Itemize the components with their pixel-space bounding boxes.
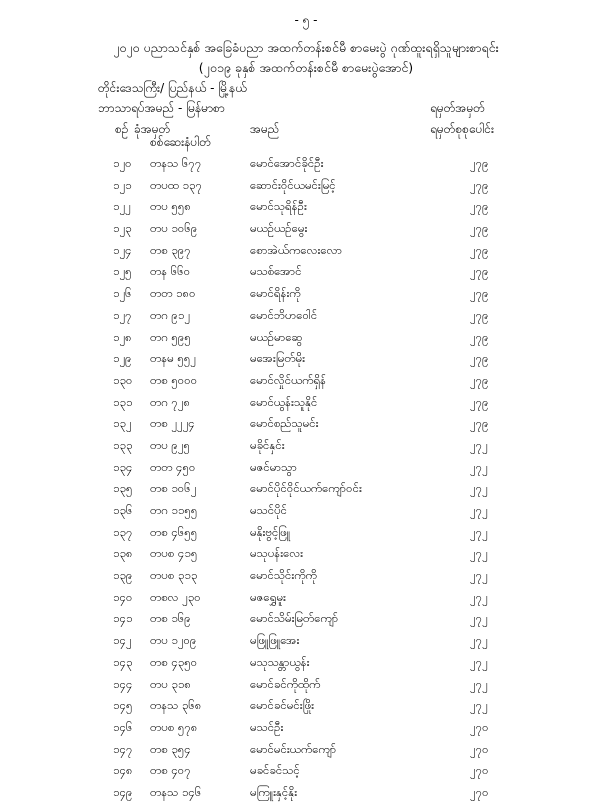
column-header-no: စဉ် <box>115 122 129 136</box>
document-subtitle: (၂၀၁၉ ခုနှစ် အထက်တန်းစင်မီ စာမေးပွဲအောင်) <box>198 60 414 75</box>
student-name: မယဉ်မာဆွေ <box>250 329 303 344</box>
total-score: ၂၇၉ <box>470 177 489 192</box>
table-row <box>0 330 612 352</box>
row-number: ၁၄၆ <box>113 719 133 734</box>
table-row <box>0 308 612 330</box>
student-name: စောအဲယ်ကလေးလော <box>250 242 343 257</box>
total-score: ၂၇၀ <box>470 763 489 778</box>
row-number: ၁၄၂ <box>113 633 132 648</box>
student-name: မသုပန်းလေး <box>250 546 304 561</box>
row-number: ၁၂၁ <box>113 177 132 192</box>
table-row <box>0 546 612 568</box>
table-row <box>0 243 612 265</box>
total-score: ၂၇၉ <box>470 286 489 301</box>
roll-number: တစ ၃၉၇ <box>150 242 191 257</box>
roll-number: တနသ ၆၇၇ <box>150 156 202 170</box>
row-number: ၁၂၅ <box>113 264 132 279</box>
total-score: ၂၇၉ <box>470 394 489 409</box>
student-name: မသစ်အောင် <box>250 264 302 279</box>
column-header-name: အမည် <box>250 122 280 136</box>
student-name: ဆောင်းဝိုင်ယမင်းမြင့် <box>250 177 336 192</box>
student-name: မောင်ခင်ကိုထိုက် <box>250 676 321 691</box>
total-score: ၂၇၉ <box>470 156 489 170</box>
student-name: မခိုင်နှင်း <box>250 437 285 452</box>
roll-number: တစ ၄၃၅၀ <box>150 654 198 669</box>
total-score: ၂၇၉ <box>470 372 489 387</box>
roll-number: တနသ ၃၆၈ <box>150 698 202 713</box>
table-row <box>0 416 612 438</box>
row-number: ၁၂၂ <box>113 199 131 214</box>
row-number: ၁၄၄ <box>113 676 133 691</box>
row-number: ၁၂၀ <box>113 156 132 170</box>
student-name: မဇရွှေမူး <box>250 589 286 604</box>
table-row <box>0 264 612 286</box>
student-name: မောင်ယွန်းသူနိုင် <box>250 394 318 409</box>
table-row <box>0 611 612 633</box>
row-number: ၁၄၉ <box>113 784 133 799</box>
table-row <box>0 438 612 460</box>
roll-number: တစ ၁၀၆၂ <box>150 481 197 496</box>
table-row <box>0 503 612 525</box>
roll-number: တတ ၄၅၀ <box>150 459 196 474</box>
roll-number: တဂ ၅၉၅ <box>150 329 191 344</box>
roll-number: တပစ ၃၁၃ <box>150 568 198 583</box>
roll-number: တစ ၄၆၅၅ <box>150 524 198 539</box>
total-score: ၂၇၂ <box>470 481 488 496</box>
row-number: ၁၄၇ <box>113 741 133 756</box>
total-score: ၂၇၂ <box>470 503 488 517</box>
student-name: မောင်စည်သူမင်း <box>250 416 319 431</box>
total-score: ၂၇၀ <box>470 719 489 734</box>
table-row <box>0 460 612 482</box>
total-score: ၂၇၉ <box>470 329 489 344</box>
roll-number: တပ ၅၅၈ <box>150 199 191 214</box>
row-number: ၁၃၈ <box>113 546 133 561</box>
total-score: ၂၇၉ <box>470 221 489 236</box>
roll-number: တန ၆၆၀ <box>150 264 191 279</box>
roll-number: တဂ ၉၁၂ <box>150 307 191 322</box>
total-score: ၂၇၉ <box>470 416 489 431</box>
table-row <box>0 568 612 590</box>
row-number: ၁၃၅ <box>113 481 133 496</box>
roll-number: တပ ၃၁၈ <box>150 676 191 691</box>
total-score: ၂၇၉ <box>470 242 489 257</box>
column-header-total: ရမှတ်စုစုပေါင်း <box>430 122 495 136</box>
table-row <box>0 742 612 764</box>
roll-number: တပစ ၅၇၈ <box>150 719 198 734</box>
row-number: ၁၂၈ <box>113 329 132 344</box>
student-name: မသုသန္တာယွန်း <box>250 654 310 669</box>
row-number: ၁၃၆ <box>113 503 133 517</box>
row-number: ၁၂၆ <box>113 286 132 301</box>
roll-number: တနမ ၅၅၂ <box>150 351 196 366</box>
total-score: ၂၇၂ <box>470 546 488 561</box>
roll-number: တနသ ၁၄၆ <box>150 784 202 799</box>
total-score: ၂၇၉ <box>470 307 489 322</box>
roll-number: တပထ ၁၃၇ <box>150 177 202 192</box>
roll-number: တစ ၃၅၄ <box>150 741 191 756</box>
row-number: ၁၃၃ <box>113 437 133 452</box>
row-number: ၁၃၄ <box>113 459 133 474</box>
table-row <box>0 286 612 308</box>
row-number: ၁၃၇ <box>113 524 133 539</box>
total-score: ၂၇၂ <box>470 633 488 648</box>
student-name: မကြူးနှင့်နိုး <box>250 784 298 799</box>
student-name: မောင်ခင်မင်းဖြိုး <box>250 698 315 713</box>
roll-number: တပ ၁၀၆၉ <box>150 221 198 236</box>
student-name: မောင်ရိန်းကို <box>250 286 301 301</box>
roll-number: တဂ ၁၁၅၅ <box>150 503 198 517</box>
roll-number: တစ ၁၆၉ <box>150 611 191 626</box>
row-number: ၁၄၀ <box>113 589 133 604</box>
marks-label: ရမှတ်အမှတ် <box>430 101 485 115</box>
table-row <box>0 199 612 221</box>
column-header-roll-sub: စစ်ဆေးနံပါတ် <box>150 135 212 149</box>
region-label: တိုင်းဒေသကြီး/ ပြည်နယ် - မြို့နယ် <box>98 81 247 95</box>
document-title: ၂၀၂၀ ပညာသင်နှစ် အခြေခံပညာ အထက်တန်းစင်မီ စာမေးပွဲ ဂုဏ်ထူးရရှိသူများစာရင်း <box>113 40 499 55</box>
student-name: မောင်သုရိန်ဦး <box>250 199 307 214</box>
student-name: မောင်အောင်ခိုင်ဦး <box>250 156 324 170</box>
table-row <box>0 655 612 677</box>
total-score: ၂၇၀ <box>470 741 489 756</box>
roll-number: တပစ ၄၁၅ <box>150 546 198 561</box>
total-score: ၂၇၂ <box>470 524 488 539</box>
total-score: ၂၇၂ <box>470 568 488 583</box>
subject-label: ဘာသာရပ်အမည် - မြန်မာစာ <box>98 101 225 115</box>
table-row <box>0 156 612 178</box>
total-score: ၂၇၂ <box>470 698 488 713</box>
row-number: ၁၄၃ <box>113 654 133 669</box>
student-name: မောင်လှိုင်ယက်ရှိန် <box>250 372 327 387</box>
student-name: မဇင်မာသွာ <box>250 459 297 474</box>
student-name: မအေးမြတ်မိုး <box>250 351 306 366</box>
total-score: ၂၇၀ <box>470 784 489 799</box>
total-score: ၂၇၂ <box>470 437 488 452</box>
student-name: မောင်ဘိဟဝေါင် <box>250 307 318 322</box>
table-row <box>0 373 612 395</box>
table-row <box>0 525 612 547</box>
roll-number: တစ ၂၂၂၄ <box>150 416 195 431</box>
roll-number: တစ ၅၀၀၀ <box>150 372 198 387</box>
table-row <box>0 633 612 655</box>
table-row <box>0 763 612 785</box>
table-row <box>0 590 612 612</box>
page-number: - ၅ - <box>294 13 318 27</box>
roll-number: တစလ ၂၃၀ <box>150 589 201 604</box>
column-header-roll: ခုံအမှတ် <box>134 122 171 136</box>
table-row <box>0 221 612 243</box>
roll-number: တဂ ၇၂၈ <box>150 394 191 409</box>
roll-number: တတ ၁၈၀ <box>150 286 196 301</box>
total-score: ၂၇၉ <box>470 199 489 214</box>
student-name: မသင်ပိုင် <box>250 503 288 517</box>
total-score: ၂၇၂ <box>470 589 488 604</box>
table-row <box>0 720 612 742</box>
total-score: ၂၇၂ <box>470 654 488 669</box>
roll-number: တပ ၉၂၅ <box>150 437 190 452</box>
student-name: မဖြူဖြူအေး <box>250 633 300 648</box>
row-number: ၁၄၅ <box>113 698 133 713</box>
student-name: မောင်မင်းယက်ကျော် <box>250 741 337 756</box>
roll-number: တပ ၁၂၀၉ <box>150 633 197 648</box>
row-number: ၁၂၉ <box>113 351 132 366</box>
student-name: မသင်ဦး <box>250 719 284 734</box>
results-list <box>0 156 612 807</box>
table-row <box>0 178 612 200</box>
row-number: ၁၄၁ <box>113 611 133 626</box>
table-row <box>0 481 612 503</box>
row-number: ၁၂၇ <box>113 307 132 322</box>
student-name: မနိုးဗွင့်ဖြူ <box>250 524 291 539</box>
total-score: ၂၇၂ <box>470 611 488 626</box>
table-row <box>0 395 612 417</box>
total-score: ၂၇၂ <box>470 676 488 691</box>
total-score: ၂၇၂ <box>470 459 488 474</box>
row-number: ၁၃၂ <box>113 416 132 431</box>
row-number: ၁၂၃ <box>113 221 132 236</box>
row-number: ၁၃၁ <box>113 394 133 409</box>
roll-number: တစ ၄၀၇ <box>150 763 191 778</box>
table-row <box>0 785 612 807</box>
table-row <box>0 351 612 373</box>
row-number: ၁၄၈ <box>113 763 133 778</box>
student-name: မောင်သိမ်းမြတ်ကျော် <box>250 611 339 626</box>
student-name: မယဉ်ယဉ်မွေး <box>250 221 308 236</box>
row-number: ၁၂၄ <box>113 242 132 257</box>
row-number: ၁၃၀ <box>113 372 133 387</box>
total-score: ၂၇၉ <box>470 351 489 366</box>
student-name: မခင်ခင်သင့် <box>250 763 300 778</box>
total-score: ၂၇၉ <box>470 264 489 279</box>
student-name: မောင်သိုင်းကိုကို <box>250 568 317 583</box>
table-row <box>0 677 612 699</box>
table-row <box>0 698 612 720</box>
student-name: မောင်ပိုင်ဝိုင်ယက်ကျော်ဝင်း <box>250 481 362 496</box>
row-number: ၁၃၉ <box>113 568 133 583</box>
